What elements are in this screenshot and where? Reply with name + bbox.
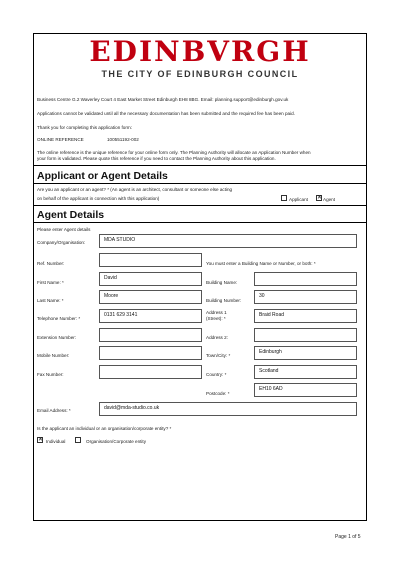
address1-label-line-1: Address 1: [206, 310, 227, 315]
address-line: Business Centre G.2 Waverley Court 4 East Market Street Edinburgh EH8 8BG. Email: planning.support@edinburgh.gov.uk: [37, 97, 289, 102]
applicant-question-line-1: Are you an applicant or an agent? * (An agent is an architect, consultant or someone else acting: [37, 187, 233, 192]
town-label: Town/City: *: [206, 353, 231, 358]
last-name-label: Last Name: *: [37, 298, 64, 303]
ref-number-field[interactable]: [99, 253, 202, 267]
divider: [33, 165, 367, 166]
telephone-label: Telephone Number: *: [37, 316, 81, 321]
divider: [33, 205, 367, 206]
telephone-value: 0131 629 3141: [104, 312, 138, 318]
applicant-section-title: Applicant or Agent Details: [37, 170, 168, 182]
building-number-field[interactable]: [254, 290, 357, 304]
applicant-question-line-2: on behalf of the applicant in connection with this application): [37, 196, 160, 201]
first-name-field[interactable]: [99, 272, 202, 286]
email-value: david@mda-studio.co.uk: [104, 405, 160, 411]
extension-field[interactable]: [99, 328, 202, 342]
agent-option-label: Agent: [323, 197, 336, 202]
company-value: MDA STUDIO: [104, 237, 136, 243]
online-ref-value: 100551192-002: [107, 137, 139, 142]
ref-number-label: Ref. Number:: [37, 261, 65, 266]
country-field[interactable]: [254, 365, 357, 379]
address1-label-line-2: (Street): *: [206, 316, 226, 321]
building-number-label: Building Number:: [206, 298, 242, 303]
building-name-field[interactable]: [254, 272, 357, 286]
individual-option-label: Individual: [46, 439, 66, 444]
organisation-option-label: Organisation/Corporate entity: [86, 439, 147, 444]
agent-enter-note: Please enter Agent details: [37, 227, 91, 232]
company-field[interactable]: [99, 234, 357, 248]
applicant-checkbox[interactable]: [281, 195, 287, 201]
town-value: Edinburgh: [259, 349, 282, 355]
divider: [33, 183, 367, 184]
postcode-label: Postcode: *: [206, 391, 230, 396]
online-ref-label: ONLINE REFERENCE: [37, 137, 84, 142]
thanks-note: Thank you for completing this application form:: [37, 125, 132, 130]
last-name-field[interactable]: [99, 290, 202, 304]
country-label: Country: *: [206, 372, 227, 377]
address2-label: Address 2:: [206, 335, 228, 340]
agent-section-title: Agent Details: [37, 209, 105, 221]
building-name-label: Building Name:: [206, 280, 238, 285]
extension-label: Extension Number:: [37, 335, 77, 340]
first-name-label: First Name: *: [37, 280, 64, 285]
fax-field[interactable]: [99, 365, 202, 379]
logo-subtitle: THE CITY OF EDINBURGH COUNCIL: [101, 69, 299, 79]
building-note: You must enter a Building Name or Number, or both: *: [206, 261, 316, 266]
email-field[interactable]: [99, 402, 357, 416]
fax-label: Fax Number:: [37, 372, 64, 377]
validation-note: Applications cannot be validated until all the necessary documentation has been submitted and the required fee has been paid.: [37, 111, 295, 116]
postcode-value: EH10 6AD: [259, 386, 283, 392]
address1-field[interactable]: [254, 309, 357, 323]
council-logo: [0, 36, 400, 79]
town-field[interactable]: [254, 346, 357, 360]
divider: [33, 222, 367, 223]
address2-field[interactable]: [254, 328, 357, 342]
logo-title: EDINBVRGH: [89, 35, 311, 68]
ref-note-line-2: your form is validated. Please quote this reference if you need to contact the Planning Authority about this application.: [37, 156, 276, 161]
company-label: Company/Organisation:: [37, 240, 86, 245]
applicant-option-label: Applicant: [289, 197, 308, 202]
organisation-checkbox[interactable]: [75, 437, 81, 443]
page-number: Page 1 of 5: [335, 534, 361, 540]
country-value: Scotland: [259, 368, 279, 374]
agent-checkbox[interactable]: ✕: [317, 195, 323, 201]
email-label: Email Address: *: [37, 408, 71, 413]
ref-note-line-1: The online reference is the unique reference for your online form only. The Planning Authority will allocate an Application Number when: [37, 150, 311, 155]
mobile-label: Mobile Number:: [37, 353, 70, 358]
building-number-value: 30: [259, 293, 265, 299]
mobile-field[interactable]: [99, 346, 202, 360]
first-name-value: David: [104, 275, 117, 281]
address1-value: Braid Road: [259, 312, 285, 318]
entity-question: Is the applicant an individual or an organisation/corporate entity? *: [37, 426, 172, 431]
telephone-field[interactable]: [99, 309, 202, 323]
individual-checkbox[interactable]: ✕: [38, 437, 44, 443]
last-name-value: Moore: [104, 293, 119, 299]
postcode-field[interactable]: [254, 383, 357, 397]
